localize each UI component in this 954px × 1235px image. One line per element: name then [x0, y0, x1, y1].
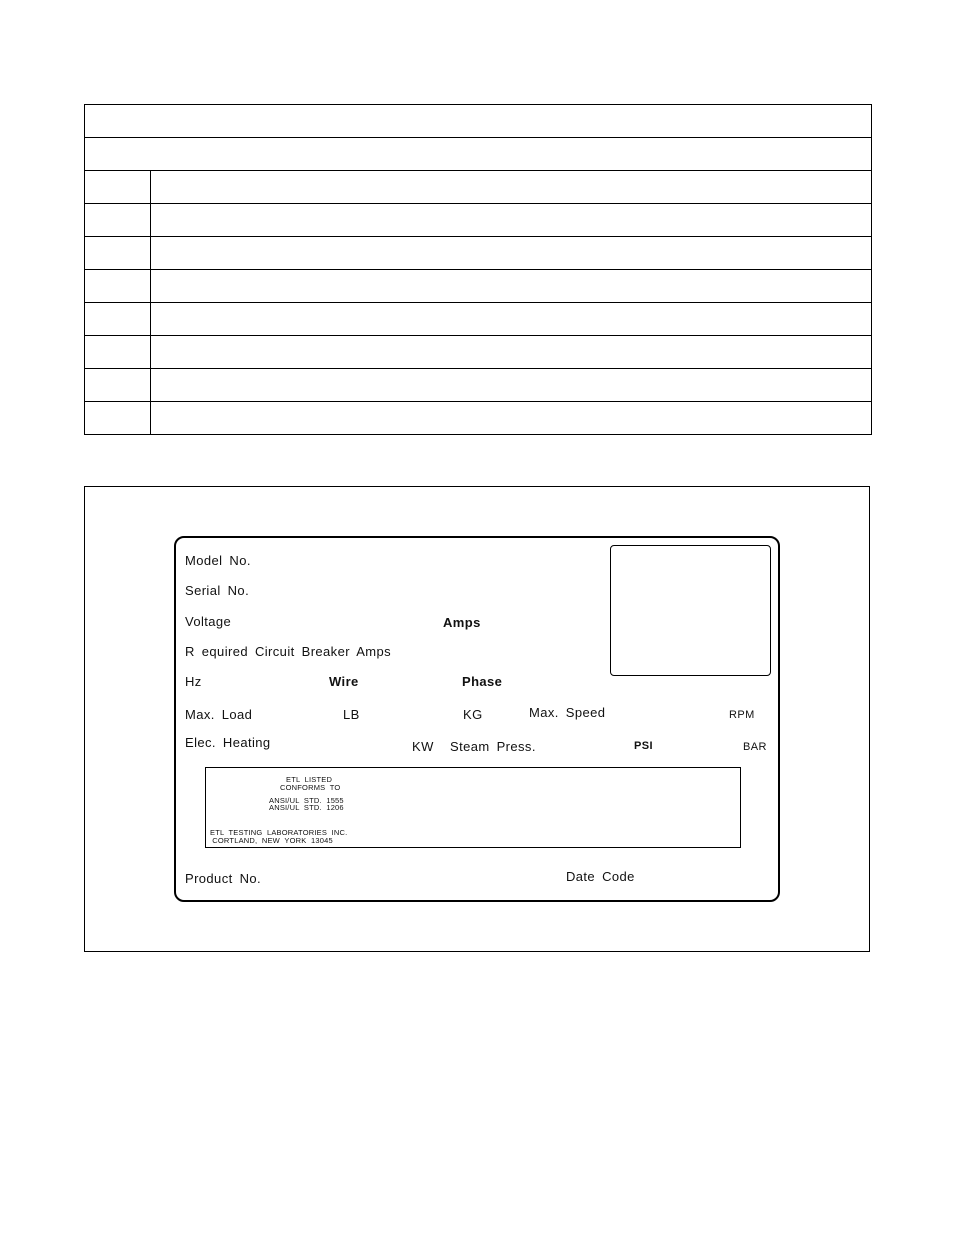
conforms-to-text: CONFORMS TO	[280, 783, 341, 792]
table-header-cell	[85, 138, 872, 171]
table-row	[85, 336, 872, 369]
voltage-label: Voltage	[185, 614, 232, 629]
bar-unit-label: BAR	[743, 741, 767, 753]
psi-unit-label: PSI	[634, 740, 653, 752]
table-cell-text	[151, 204, 872, 237]
table-header-row	[85, 138, 872, 171]
table-cell-index	[85, 237, 151, 270]
etl-listed-text: ETL LISTED	[286, 775, 333, 784]
table-row	[85, 171, 872, 204]
etl-lab-name-text: ETL TESTING LABORATORIES INC.	[210, 828, 348, 837]
lb-unit-label: LB	[343, 707, 360, 722]
spec-table	[84, 104, 872, 435]
kw-unit-label: KW	[412, 739, 434, 754]
table-cell-text	[151, 171, 872, 204]
steam-press-label: Steam Press.	[450, 739, 536, 754]
table-cell-index	[85, 303, 151, 336]
table-cell-index	[85, 402, 151, 435]
date-code-label: Date Code	[566, 869, 635, 884]
serial-no-label: Serial No.	[185, 583, 250, 598]
table-cell-index	[85, 336, 151, 369]
table-row	[85, 237, 872, 270]
hz-label: Hz	[185, 674, 202, 689]
max-speed-label: Max. Speed	[529, 705, 606, 720]
table-header-row	[85, 105, 872, 138]
etl-lab-city-text: CORTLAND, NEW YORK 13045	[210, 836, 333, 845]
table-row	[85, 270, 872, 303]
ansi-std-1206-text: ANSI/UL STD. 1206	[269, 803, 344, 812]
table-row	[85, 303, 872, 336]
wire-label: Wire	[329, 674, 359, 689]
table-cell-index	[85, 171, 151, 204]
phase-label: Phase	[462, 674, 503, 689]
product-no-label: Product No.	[185, 871, 262, 886]
table-cell-text	[151, 369, 872, 402]
table-cell-text	[151, 336, 872, 369]
elec-heating-label: Elec. Heating	[185, 735, 271, 750]
table-cell-text	[151, 303, 872, 336]
breaker-amps-label: R equired Circuit Breaker Amps	[185, 644, 392, 659]
table-cell-text	[151, 237, 872, 270]
table-header-cell	[85, 105, 872, 138]
table-cell-index	[85, 270, 151, 303]
table-row	[85, 369, 872, 402]
plate-photo-box	[610, 545, 771, 676]
model-no-label: Model No.	[185, 553, 251, 568]
table-cell-text	[151, 270, 872, 303]
table-cell-index	[85, 369, 151, 402]
kg-unit-label: KG	[463, 707, 483, 722]
table-row	[85, 402, 872, 435]
ansi-std-1555-text: ANSI/UL STD. 1555	[269, 796, 344, 805]
amps-label: Amps	[443, 615, 481, 630]
max-load-label: Max. Load	[185, 707, 253, 722]
table-cell-text	[151, 402, 872, 435]
table-row	[85, 204, 872, 237]
table-cell-index	[85, 204, 151, 237]
rpm-unit-label: RPM	[729, 709, 755, 721]
